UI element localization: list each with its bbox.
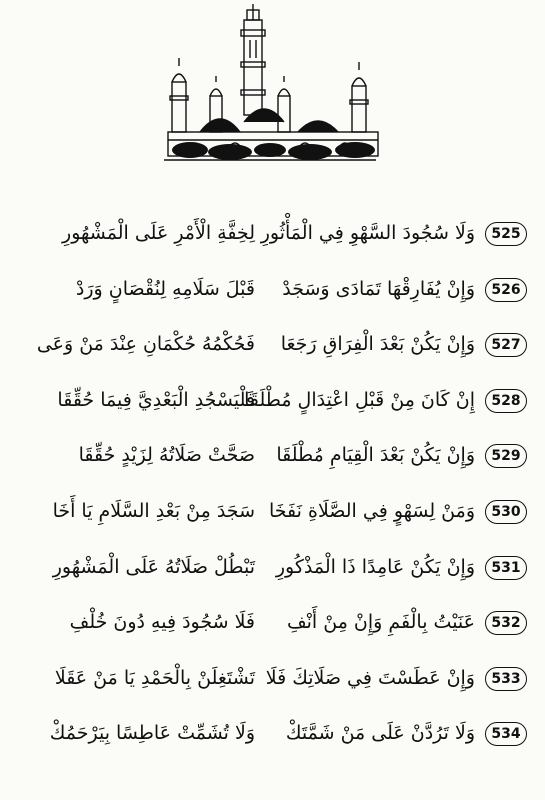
verse-second-hemistich: تَبْطُلْ صَلَاتُهُ عَلَى الْمَشْهُورِ bbox=[52, 555, 255, 578]
verse-number-badge: 525 bbox=[485, 222, 527, 246]
verse-first-hemistich: وَإِنْ يُفَارِقْهَا تَمَادَى وَسَجَدْ bbox=[282, 277, 475, 300]
verse-number-badge: 531 bbox=[485, 556, 527, 580]
verse-first-hemistich: وَإِنْ عَطَسْتَ فِي صَلَاتِكَ فَلَا bbox=[265, 666, 475, 689]
verse-row bbox=[0, 333, 545, 389]
verse-first-hemistich: وَمَنْ لِسَهْوٍ فِي الصَّلَاةِ نَفَخَا bbox=[269, 499, 475, 522]
verse-list bbox=[0, 222, 545, 778]
verse-first-hemistich: وَإِنْ يَكُنْ بَعْدَ الْفِرَاقِ رَجَعَا bbox=[280, 333, 475, 356]
verse-second-hemistich: سَجَدَ مِنْ بَعْدِ السَّلَامِ يَا أَخَا bbox=[52, 499, 255, 522]
verse-row bbox=[0, 667, 545, 723]
verse-row bbox=[0, 444, 545, 500]
verse-number-badge: 534 bbox=[485, 722, 527, 746]
verse-number-badge: 528 bbox=[485, 389, 527, 413]
verse-row bbox=[0, 278, 545, 334]
verse-second-hemistich: صَحَّتْ صَلَاتُهُ لِزَيْدٍ حُقِّقَا bbox=[78, 444, 255, 467]
verse-row bbox=[0, 222, 545, 278]
verse-row bbox=[0, 500, 545, 556]
verse-number-badge: 533 bbox=[485, 667, 527, 691]
verse-first-hemistich: عَنَيْتُ بِالْفَمِ وَإِنْ مِنْ أَنْفِ bbox=[286, 611, 475, 634]
verse-row bbox=[0, 556, 545, 612]
verse-number-badge: 527 bbox=[485, 333, 527, 357]
verse-second-hemistich: وَلَا تُشَمِّتْ عَاطِسًا بِيَرْحَمُكْ bbox=[49, 722, 255, 745]
verse-second-hemistich: تَشْتَغِلَنْ بِالْحَمْدِ يَا مَنْ عَقَلَا bbox=[54, 666, 255, 689]
mosque-illustration bbox=[160, 0, 380, 170]
verse-second-hemistich: فَلْيَسْجُدِ الْبَعْدِيَّ فِيمَا حُقِّقَا bbox=[57, 388, 255, 411]
verse-row bbox=[0, 722, 545, 778]
verse-row bbox=[0, 389, 545, 445]
verse-second-hemistich: فَحُكْمُهُ حُكْمَانِ عِنْدَ مَنْ وَعَى bbox=[36, 333, 255, 356]
verse-number-badge: 530 bbox=[485, 500, 527, 524]
verse-second-hemistich: فَلَا سُجُودَ فِيهِ دُونَ خُلْفِ bbox=[69, 611, 255, 634]
verse-row bbox=[0, 611, 545, 667]
verse-first-hemistich: وَلَا تَرُدَّنْ عَلَى مَنْ شَمَّتَكْ bbox=[285, 722, 475, 745]
verse-first-hemistich: وَإِنْ يَكُنْ عَامِدًا ذَا الْمَذْكُورِ bbox=[275, 555, 475, 578]
verse-number-badge: 529 bbox=[485, 444, 527, 468]
verse-first-hemistich: وَإِنْ يَكُنْ بَعْدَ الْقِيَامِ مُطْلَقَا bbox=[276, 444, 475, 467]
verse-first-hemistich: إِنْ كَانَ مِنْ قَبْلِ اعْتِدَالٍ مُطْلَقَا bbox=[244, 388, 475, 411]
verse-number-badge: 532 bbox=[485, 611, 527, 635]
verse-number-badge: 526 bbox=[485, 278, 527, 302]
verse-first-hemistich: وَلَا سُجُودَ السَّهْوِ فِي الْمَأْثُورِ bbox=[260, 222, 475, 244]
verse-second-hemistich: قَبْلَ سَلَامِهِ لِنُقْصَانٍ وَرَدْ bbox=[75, 277, 255, 300]
verse-second-hemistich: لِخِفَّةِ الْأَمْرِ عَلَى الْمَشْهُورِ bbox=[62, 222, 255, 244]
